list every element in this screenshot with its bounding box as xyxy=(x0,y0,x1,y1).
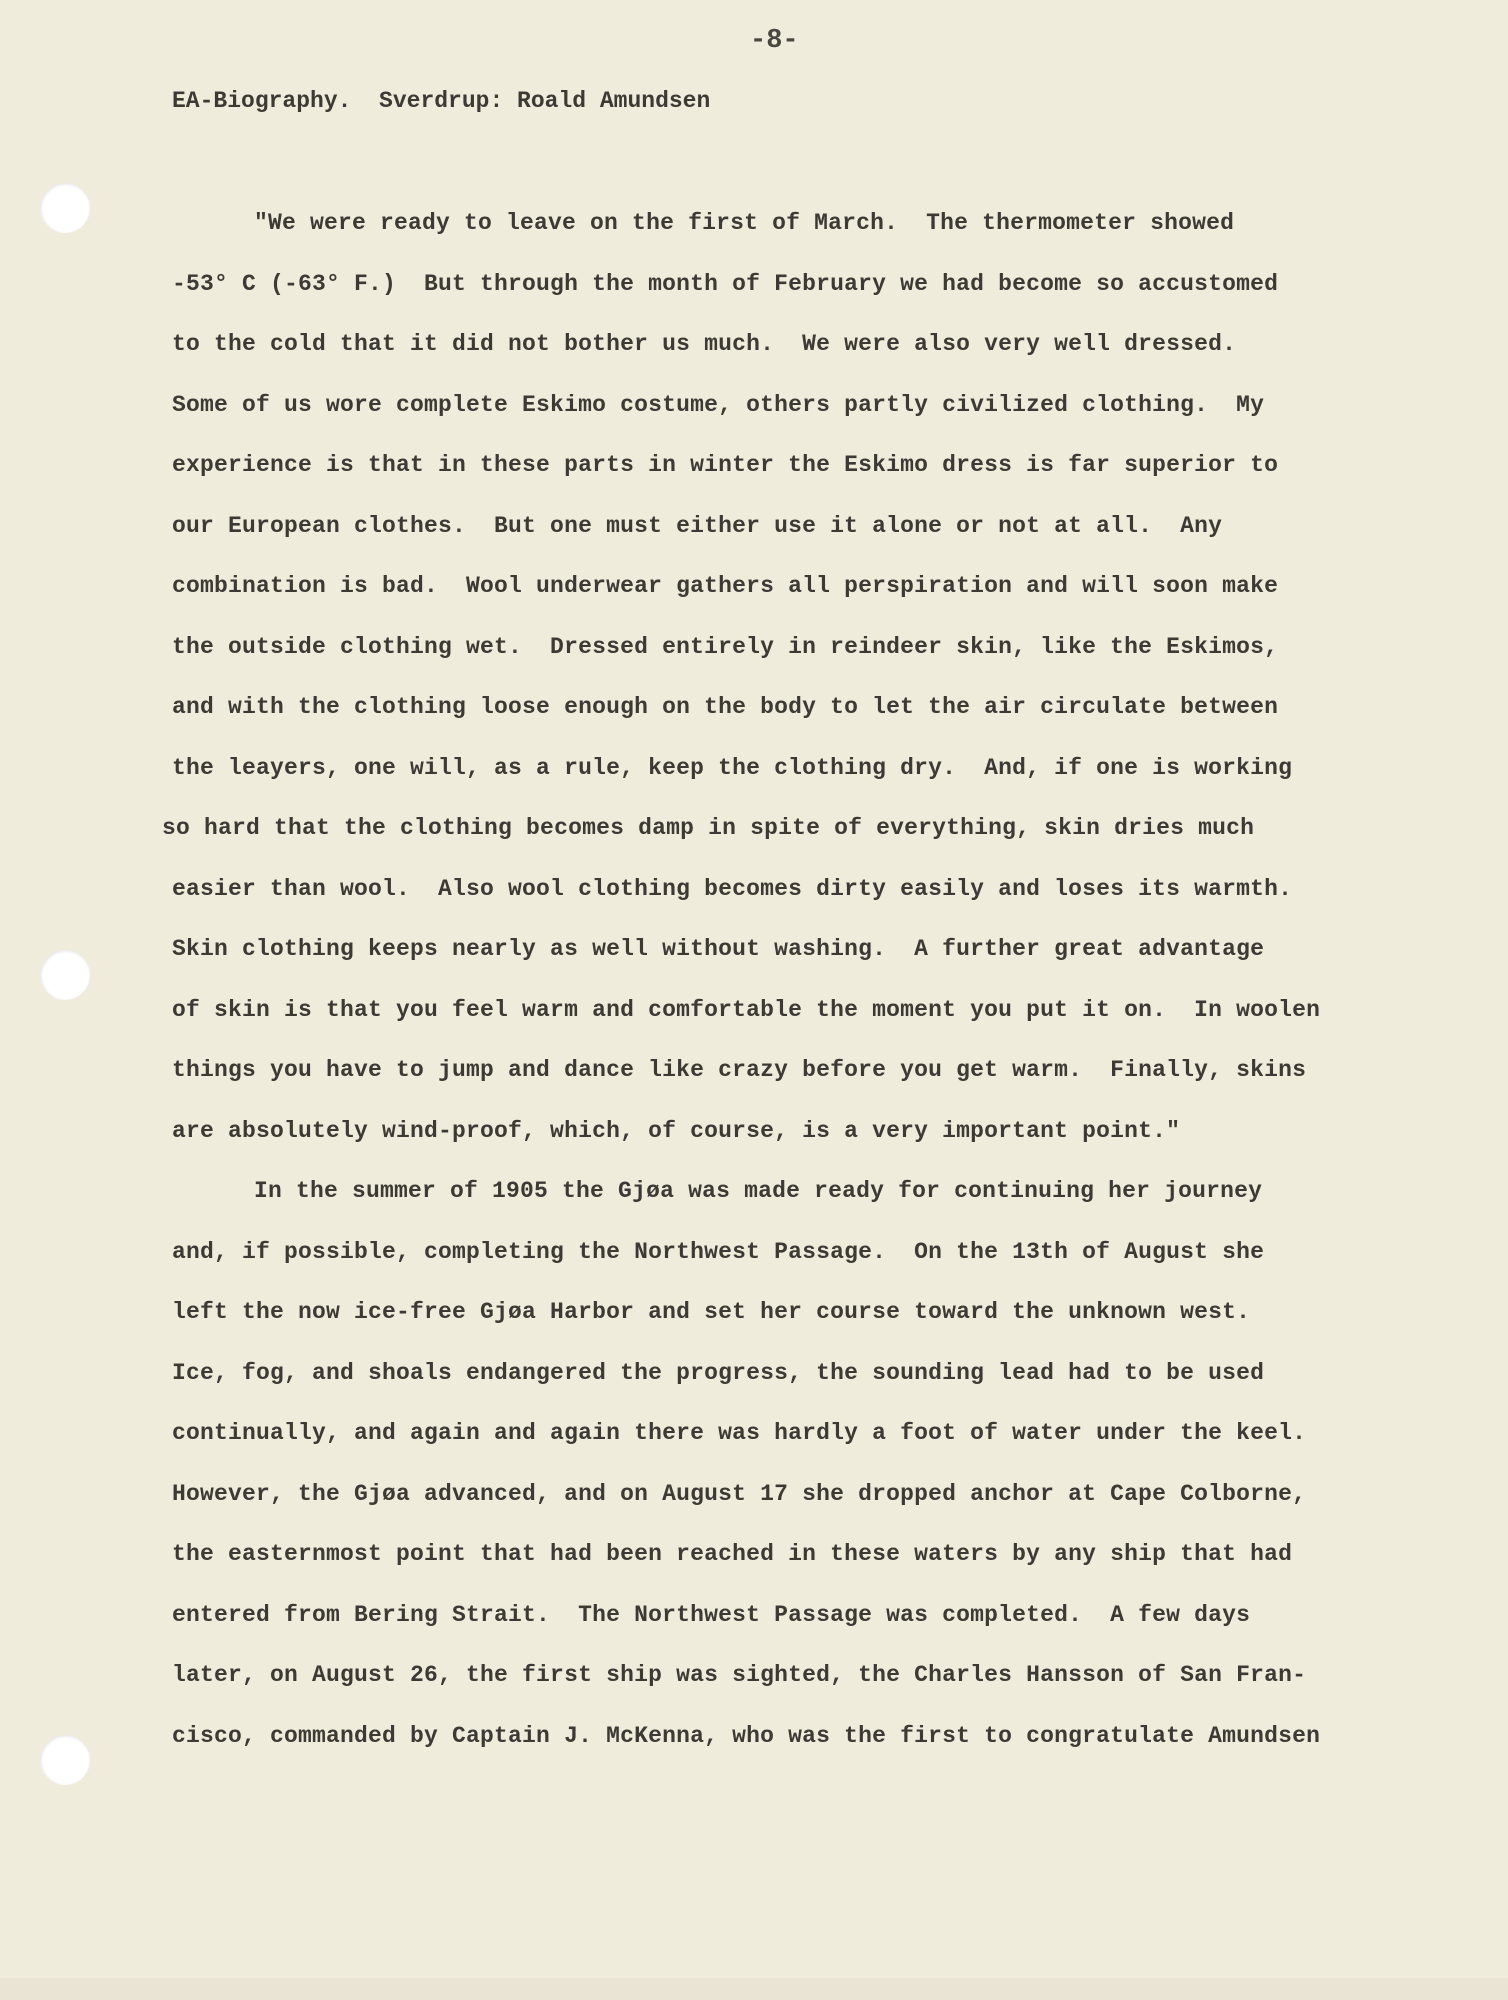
text-line: -53° C (-63° F.) But through the month of February we had become so accustomed xyxy=(172,271,1279,297)
text-line: Some of us wore complete Eskimo costume, others partly civilized clothing. My xyxy=(172,392,1265,418)
text-line: left the now ice-free Gjøa Harbor and set her course toward the unknown west. xyxy=(172,1299,1251,1325)
text-line: Ice, fog, and shoals endangered the progress, the sounding lead had to be used xyxy=(172,1360,1265,1386)
text-line: easier than wool. Also wool clothing becomes dirty easily and loses its warmth. xyxy=(172,876,1293,902)
text-line: the outside clothing wet. Dressed entirely in reindeer skin, like the Eskimos, xyxy=(172,634,1279,660)
text-line: entered from Bering Strait. The Northwest Passage was completed. A few days xyxy=(172,1602,1251,1628)
text-line: later, on August 26, the first ship was sighted, the Charles Hansson of San Fran- xyxy=(172,1662,1307,1688)
text-line: experience is that in these parts in winter the Eskimo dress is far superior to xyxy=(172,452,1279,478)
text-line: so hard that the clothing becomes damp in spite of everything, skin dries much xyxy=(162,815,1255,841)
text-line: "We were ready to leave on the first of March. The thermometer showed xyxy=(254,210,1235,236)
text-line: the leayers, one will, as a rule, keep the clothing dry. And, if one is working xyxy=(172,755,1293,781)
text-line: our European clothes. But one must either use it alone or not at all. Any xyxy=(172,513,1223,539)
page-bottom-edge xyxy=(0,1978,1508,2000)
text-line: combination is bad. Wool underwear gathers all perspiration and will soon make xyxy=(172,573,1279,599)
document-header: EA-Biography. Sverdrup: Roald Amundsen xyxy=(172,88,711,114)
text-line: of skin is that you feel warm and comfortable the moment you put it on. In woolen xyxy=(172,997,1321,1023)
text-line: and, if possible, completing the Northwest Passage. On the 13th of August she xyxy=(172,1239,1265,1265)
text-line: Skin clothing keeps nearly as well without washing. A further great advantage xyxy=(172,936,1265,962)
text-line: cisco, commanded by Captain J. McKenna, who was the first to congratulate Amundsen xyxy=(172,1723,1321,1749)
text-line: are absolutely wind-proof, which, of course, is a very important point." xyxy=(172,1118,1181,1144)
text-line: However, the Gjøa advanced, and on August 17 she dropped anchor at Cape Colborne, xyxy=(172,1481,1307,1507)
punch-hole xyxy=(40,950,90,1000)
text-line: the easternmost point that had been reached in these waters by any ship that had xyxy=(172,1541,1293,1567)
punch-hole xyxy=(40,1735,90,1785)
text-line: continually, and again and again there was hardly a foot of water under the keel. xyxy=(172,1420,1307,1446)
text-line: In the summer of 1905 the Gjøa was made ready for continuing her journey xyxy=(254,1178,1263,1204)
text-line: things you have to jump and dance like crazy before you get warm. Finally, skins xyxy=(172,1057,1307,1083)
page-number: -8- xyxy=(750,26,799,56)
text-line: to the cold that it did not bother us much. We were also very well dressed. xyxy=(172,331,1237,357)
punch-hole xyxy=(40,183,90,233)
text-line: and with the clothing loose enough on the body to let the air circulate between xyxy=(172,694,1279,720)
